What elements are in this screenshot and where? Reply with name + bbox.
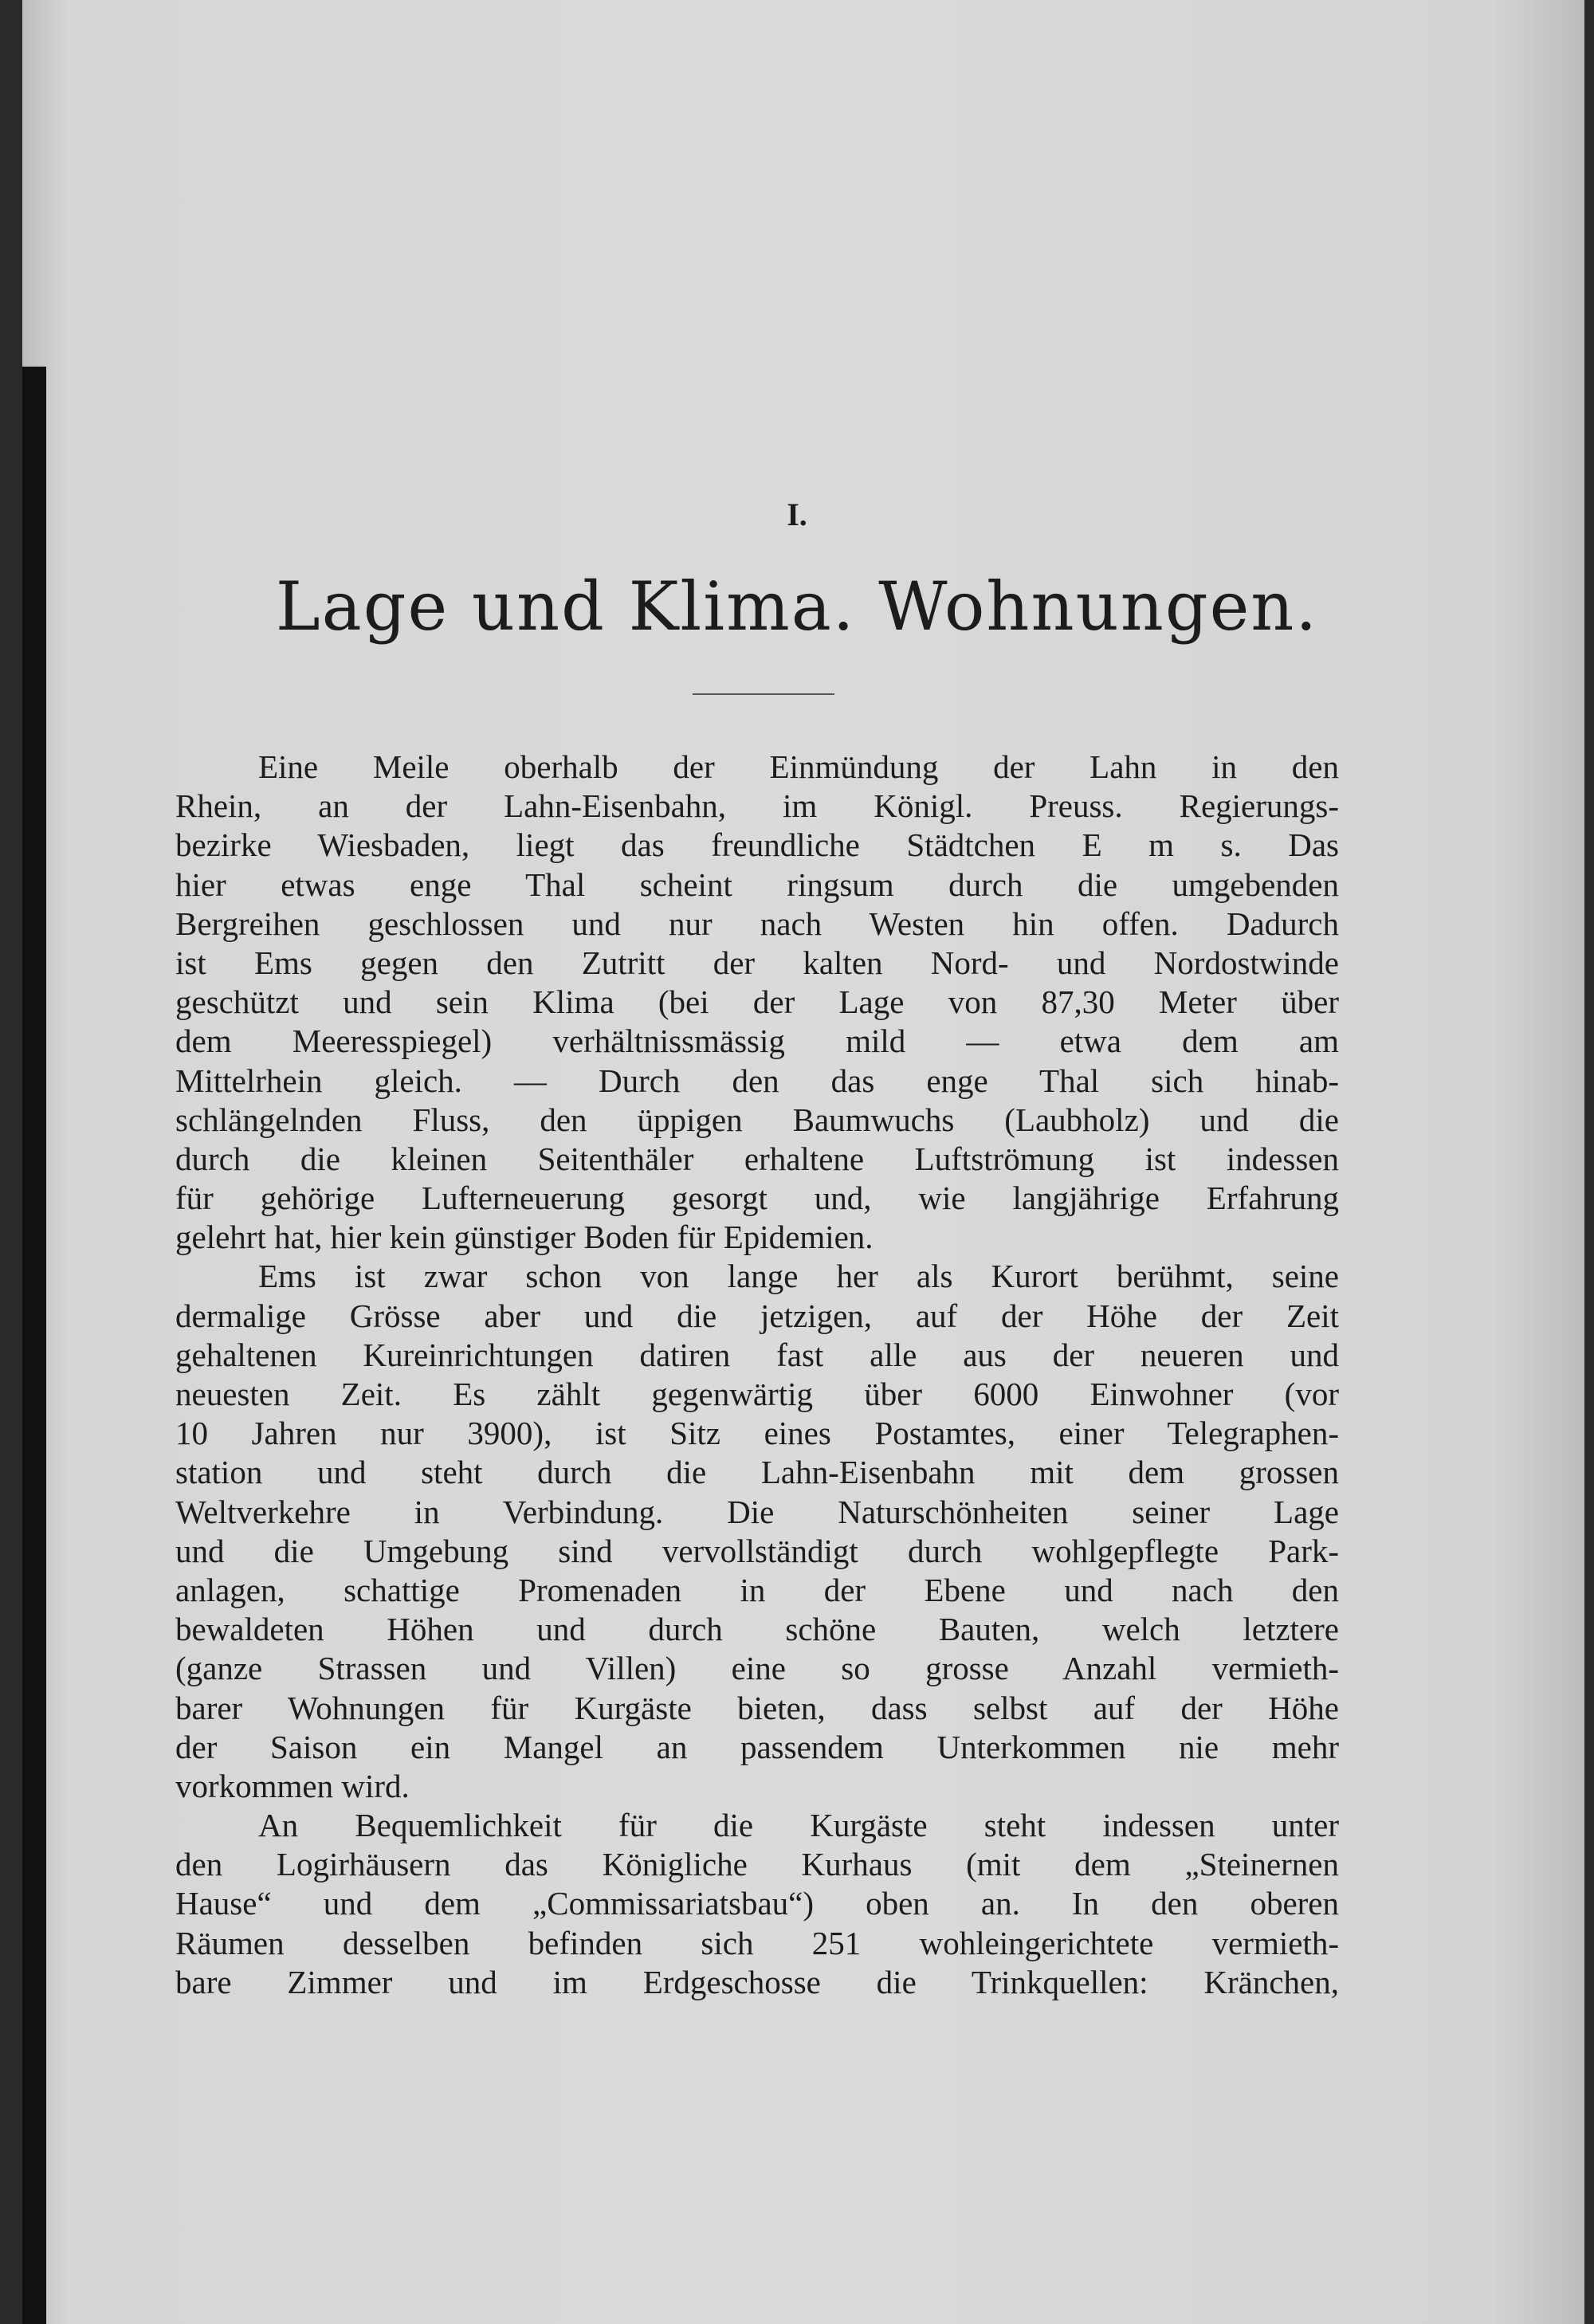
text-line: Mittelrhein gleich. — Durch den das enge Thal sich hinab- bbox=[175, 1062, 1339, 1099]
title-divider bbox=[693, 693, 834, 695]
text-line: Hause“ und dem „Commissariatsbau“) oben an. In den oberen bbox=[175, 1885, 1339, 1922]
text-line: Weltverkehre in Verbindung. Die Naturschönheiten seiner Lage bbox=[175, 1493, 1339, 1530]
body-text bbox=[175, 748, 1339, 2002]
text-line: für gehörige Lufterneuerung gesorgt und, wie langjährige Erfahrung bbox=[175, 1180, 1339, 1217]
text-line: bezirke Wiesbaden, liegt das freundliche Städtchen E m s. Das bbox=[175, 826, 1339, 864]
chapter-number: I. bbox=[787, 497, 807, 532]
text-line: schlängelnden Fluss, den üppigen Baumwuchs (Laubholz) und die bbox=[175, 1101, 1339, 1138]
text-line: Ems ist zwar schon von lange her als Kurort berühmt, seine bbox=[258, 1258, 1339, 1295]
text-line: Eine Meile oberhalb der Einmündung der Lahn in den bbox=[258, 748, 1339, 785]
text-line: der Saison ein Mangel an passendem Unterkommen nie mehr bbox=[175, 1728, 1339, 1765]
text-line: station und steht durch die Lahn-Eisenbahn mit dem grossen bbox=[175, 1454, 1339, 1491]
text-line: bare Zimmer und im Erdgeschosse die Trinkquellen: Kränchen, bbox=[175, 1963, 1339, 2000]
text-line: An Bequemlichkeit für die Kurgäste steht indessen unter bbox=[258, 1807, 1339, 1844]
text-line: den Logirhäusern das Königliche Kurhaus (mit dem „Steinernen bbox=[175, 1846, 1339, 1883]
text-line: anlagen, schattige Promenaden in der Ebene und nach den bbox=[175, 1571, 1339, 1608]
text-line: hier etwas enge Thal scheint ringsum durch die umgebenden bbox=[175, 866, 1339, 903]
text-line: ist Ems gegen den Zutritt der kalten Nord- und Nordostwinde bbox=[175, 944, 1339, 981]
text-line: Rhein, an der Lahn-Eisenbahn, im Königl. Preuss. Regierungs- bbox=[175, 787, 1339, 825]
text-line: vorkommen wird. bbox=[175, 1767, 410, 1804]
text-line: Räumen desselben befinden sich 251 wohleingerichtete vermieth- bbox=[175, 1924, 1339, 1961]
text-line: dem Meeresspiegel) verhältnissmässig mild — etwa dem am bbox=[175, 1023, 1339, 1060]
text-line: neuesten Zeit. Es zählt gegenwärtig über 6000 Einwohner (vor bbox=[175, 1376, 1339, 1412]
text-line: Bergreihen geschlossen und nur nach Westen hin offen. Dadurch bbox=[175, 905, 1339, 942]
text-line: durch die kleinen Seitenthäler erhaltene Luftströmung ist indessen bbox=[175, 1140, 1339, 1177]
page-binding-edge bbox=[22, 367, 46, 2324]
text-line: bewaldeten Höhen und durch schöne Bauten, welch letztere bbox=[175, 1611, 1339, 1648]
text-line: und die Umgebung sind vervollständigt durch wohlgepflegte Park- bbox=[175, 1532, 1339, 1569]
chapter-title: Lage und Klima. Wohnungen. bbox=[275, 567, 1319, 646]
text-line: barer Wohnungen für Kurgäste bieten, dass selbst auf der Höhe bbox=[175, 1689, 1339, 1726]
text-line: dermalige Grösse aber und die jetzigen, auf der Höhe der Zeit bbox=[175, 1297, 1339, 1334]
text-line: 10 Jahren nur 3900), ist Sitz eines Postamtes, einer Telegraphen- bbox=[175, 1415, 1339, 1452]
text-line: gehaltenen Kureinrichtungen datiren fast alle aus der neueren und bbox=[175, 1336, 1339, 1373]
text-line: (ganze Strassen und Villen) eine so grosse Anzahl vermieth- bbox=[175, 1650, 1339, 1687]
text-line: geschützt und sein Klima (bei der Lage von 87,30 Meter über bbox=[175, 983, 1339, 1021]
text-line: gelehrt hat, hier kein günstiger Boden für Epidemien. bbox=[175, 1219, 874, 1256]
